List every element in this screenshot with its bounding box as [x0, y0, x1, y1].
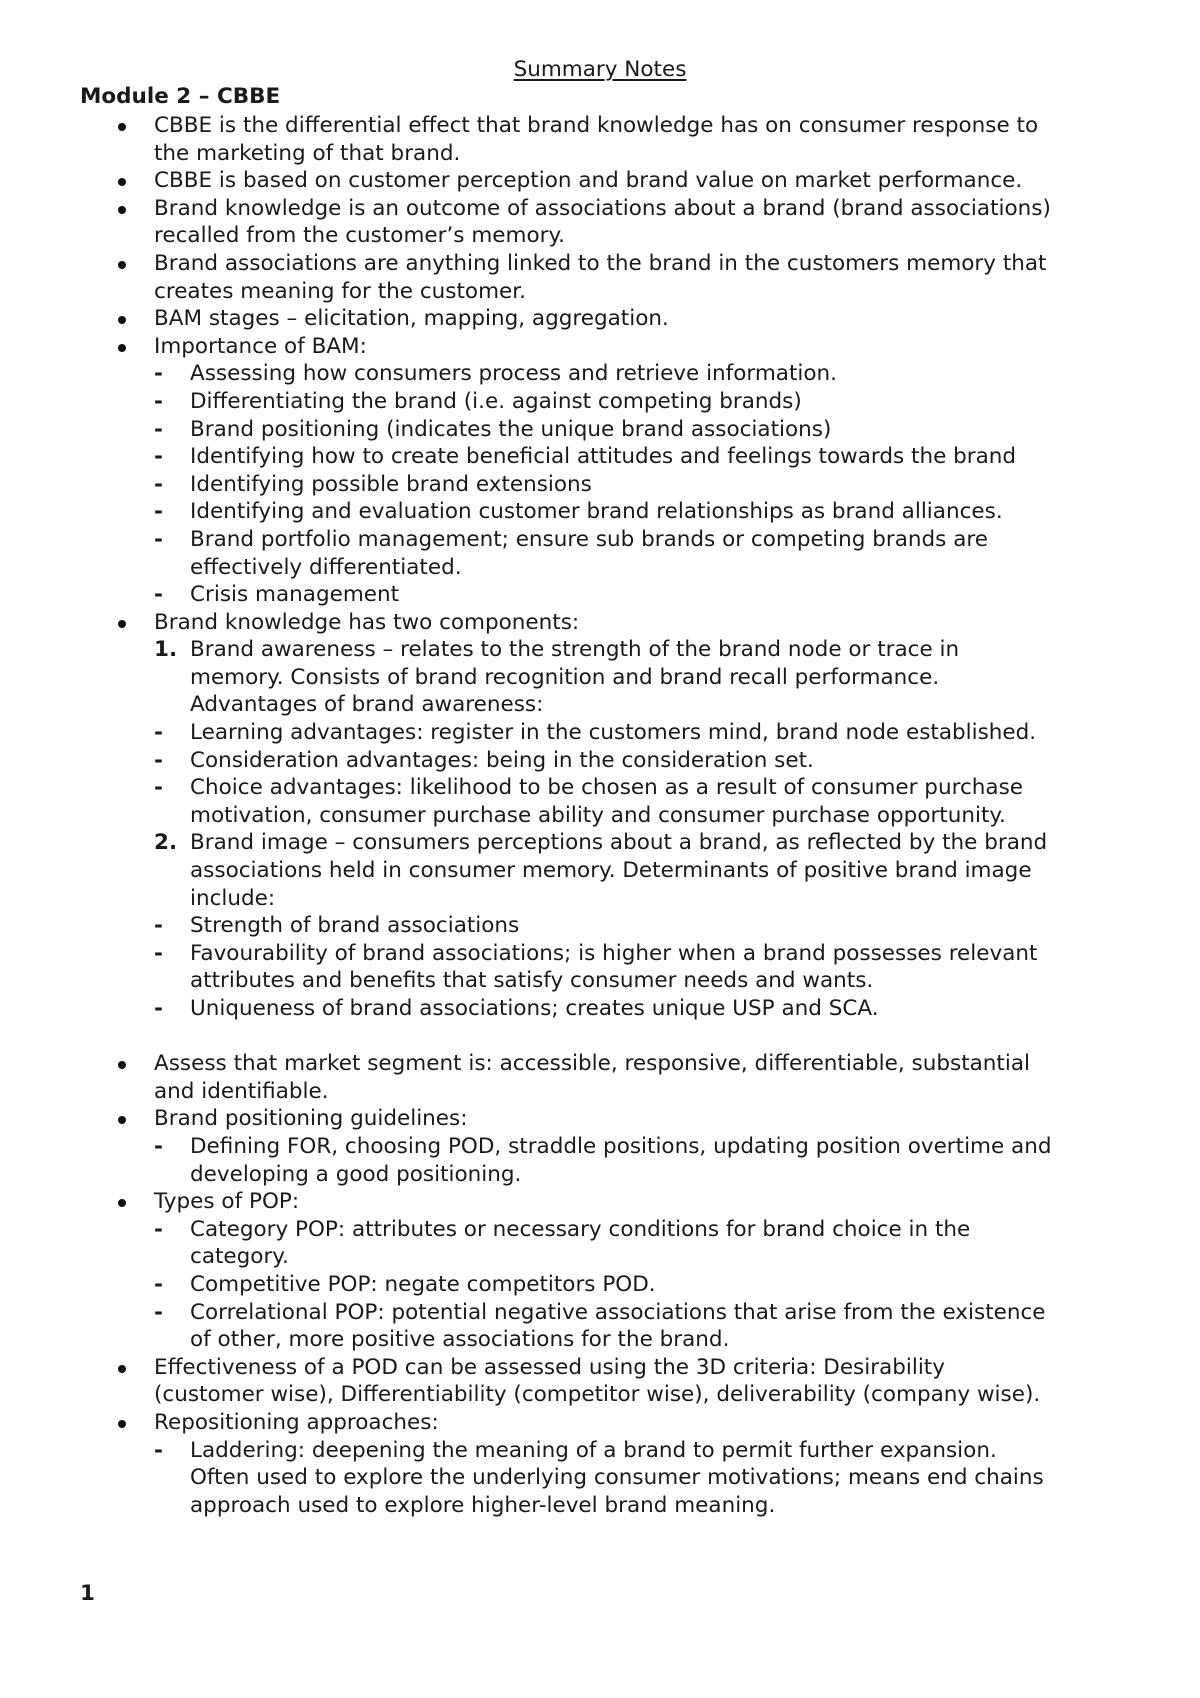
dash-item [80, 1271, 1130, 1299]
dash-marker-icon: - [154, 1271, 163, 1297]
line-text: Consideration advantages: being in the consideration set. [190, 747, 814, 773]
line-text: Types of POP: [154, 1189, 300, 1215]
line-text: motivation, consumer purchase ability and consumer purchase opportunity. [190, 802, 1006, 828]
line-text: Crisis management [190, 582, 400, 608]
item-number: 2. [154, 830, 178, 856]
bullet-dot-icon [118, 206, 126, 214]
line-text: Identifying possible brand extensions [190, 471, 592, 497]
line-text: Strength of brand associations [190, 913, 520, 939]
dash-marker-icon: - [154, 720, 163, 746]
dash-item [80, 581, 1130, 609]
dash-item [80, 747, 1130, 775]
dash-item [80, 388, 1130, 416]
line-text: Assessing how consumers process and retrieve information. [190, 361, 838, 387]
bullet-item [80, 1188, 1130, 1216]
bullet-dot-icon [118, 1061, 126, 1069]
line-text: Importance of BAM: [154, 333, 367, 359]
line-text: Differentiating the brand (i.e. against competing brands) [190, 388, 802, 414]
dash-marker-icon: - [154, 996, 163, 1021]
line-text: effectively differentiated. [190, 554, 462, 580]
dash-item [80, 471, 1130, 499]
line-text: of other, more positive associations for the brand. [190, 1327, 730, 1353]
dash-item [80, 912, 1130, 940]
continuation-line [80, 554, 1130, 582]
line-text: Category POP: attributes or necessary conditions for brand choice in the [190, 1216, 971, 1242]
bullet-item [80, 305, 1130, 333]
line-text: Advantages of brand awareness: [190, 692, 544, 718]
bullet-dot-icon [118, 261, 126, 269]
dash-marker-icon: - [154, 361, 163, 387]
bullet-item [80, 112, 1130, 140]
line-text: attributes and benefits that satisfy consumer needs and wants. [190, 968, 874, 994]
dash-marker-icon: - [154, 1437, 163, 1463]
line-text: category. [190, 1244, 289, 1270]
dash-marker-icon: - [154, 1299, 163, 1325]
continuation-line [80, 278, 1130, 306]
line-text: Defining FOR, choosing POD, straddle positions, updating position overtime and [190, 1133, 1052, 1159]
dash-marker-icon: - [154, 388, 163, 414]
dash-item [80, 995, 1130, 1023]
line-text: creates meaning for the customer. [154, 278, 526, 304]
line-text: Effectiveness of a POD can be assessed using the 3D criteria: Desirability [154, 1354, 945, 1380]
bullet-dot-icon [118, 620, 126, 628]
dash-item [80, 443, 1130, 471]
dash-marker-icon: - [154, 775, 163, 801]
continuation-line [80, 857, 1130, 885]
line-text: BAM stages – elicitation, mapping, aggregation. [154, 306, 669, 332]
blank-line [80, 1023, 1130, 1051]
dash-item [80, 774, 1130, 802]
line-text: Competitive POP: negate competitors POD. [190, 1271, 656, 1297]
dash-item [80, 498, 1130, 526]
dash-marker-icon: - [154, 1216, 163, 1242]
page-number: 1 [80, 1581, 95, 1606]
line-text: Choice advantages: likelihood to be chosen as a result of consumer purchase [190, 775, 1023, 801]
line-text: Laddering: deepening the meaning of a brand to permit further expansion. [190, 1437, 997, 1463]
numbered-item [80, 829, 1130, 857]
continuation-line [80, 664, 1130, 692]
bullet-dot-icon [118, 1420, 126, 1428]
dash-marker-icon: - [154, 444, 163, 470]
line-text: Brand knowledge is an outcome of associations about a brand (brand associations) [154, 195, 1051, 221]
dash-marker-icon: - [154, 526, 163, 552]
dash-item [80, 1299, 1130, 1327]
module-heading: Module 2 – CBBE [80, 84, 281, 109]
continuation-line [80, 967, 1130, 995]
bullet-item [80, 1354, 1130, 1382]
bullet-item [80, 1105, 1130, 1133]
continuation-line [80, 1078, 1130, 1106]
line-text: CBBE is the differential effect that brand knowledge has on consumer response to [154, 113, 1039, 138]
bullet-item [80, 609, 1130, 637]
line-text: associations held in consumer memory. Determinants of positive brand image [190, 858, 1032, 884]
continuation-line [80, 802, 1130, 830]
bullet-item [80, 1050, 1130, 1078]
dash-item [80, 940, 1130, 968]
line-text: and identifiable. [154, 1078, 329, 1104]
line-text: Brand portfolio management; ensure sub brands or competing brands are [190, 526, 988, 552]
continuation-line [80, 1326, 1130, 1354]
line-text: the marketing of that brand. [154, 140, 461, 166]
line-text: Brand positioning guidelines: [154, 1106, 468, 1132]
line-text: Brand image – consumers perceptions about a brand, as reflected by the brand [190, 830, 1048, 856]
line-text: Brand awareness – relates to the strength of the brand node or trace in [190, 637, 960, 663]
line-text: Uniqueness of brand associations; creates unique USP and SCA. [190, 996, 879, 1021]
bullet-item [80, 167, 1130, 195]
continuation-line [80, 222, 1130, 250]
bullet-dot-icon [118, 316, 126, 324]
continuation-line [80, 1161, 1130, 1189]
line-text: Learning advantages: register in the customers mind, brand node established. [190, 720, 1037, 746]
line-text: Identifying and evaluation customer brand relationships as brand alliances. [190, 499, 1003, 525]
dash-marker-icon: - [154, 747, 163, 773]
dash-marker-icon: - [154, 582, 163, 608]
bullet-item [80, 1409, 1130, 1437]
line-text: Assess that market segment is: accessible, responsive, differentiable, substantial [154, 1051, 1030, 1077]
line-text: Identifying how to create beneficial attitudes and feelings towards the brand [190, 444, 1017, 470]
dash-marker-icon: - [154, 940, 163, 966]
line-text: developing a good positioning. [190, 1161, 522, 1187]
line-text: CBBE is based on customer perception and brand value on market performance. [154, 168, 1023, 194]
line-text: Repositioning approaches: [154, 1409, 439, 1435]
continuation-line [80, 1464, 1130, 1492]
dash-marker-icon: - [154, 471, 163, 497]
line-text: Favourability of brand associations; is higher when a brand possesses relevant [190, 940, 1038, 966]
line-text: (customer wise), Differentiability (competitor wise), deliverability (company wise). [154, 1382, 1041, 1408]
bullet-dot-icon [118, 178, 126, 186]
dash-item [80, 416, 1130, 444]
page-title: Summary Notes [513, 57, 687, 82]
dash-item [80, 526, 1130, 554]
line-text: recalled from the customer’s memory. [154, 223, 565, 249]
notes-body [80, 112, 1130, 1519]
bullet-dot-icon [118, 1116, 126, 1124]
bullet-dot-icon [118, 1365, 126, 1373]
line-text: memory. Consists of brand recognition and brand recall performance. [190, 664, 940, 690]
line-text: Often used to explore the underlying consumer motivations; means end chains [190, 1465, 1044, 1491]
continuation-line [80, 691, 1130, 719]
dash-marker-icon: - [154, 499, 163, 525]
dash-item [80, 1216, 1130, 1244]
line-text: Correlational POP: potential negative associations that arise from the existence [190, 1299, 1046, 1325]
dash-item [80, 360, 1130, 388]
line-text: include: [190, 885, 276, 911]
continuation-line [80, 1243, 1130, 1271]
continuation-line [80, 885, 1130, 913]
continuation-line [80, 140, 1130, 168]
continuation-line [80, 1381, 1130, 1409]
dash-marker-icon: - [154, 913, 163, 939]
bullet-dot-icon [118, 1199, 126, 1207]
dash-marker-icon: - [154, 1133, 163, 1159]
numbered-item [80, 636, 1130, 664]
bullet-dot-icon [118, 344, 126, 352]
bullet-item [80, 195, 1130, 223]
bullet-dot-icon [118, 123, 126, 131]
dash-item [80, 1133, 1130, 1161]
dash-item [80, 719, 1130, 747]
bullet-item [80, 250, 1130, 278]
continuation-line [80, 1492, 1130, 1520]
item-number: 1. [154, 637, 178, 663]
line-text: approach used to explore higher-level brand meaning. [190, 1492, 776, 1518]
bullet-item [80, 333, 1130, 361]
dash-marker-icon: - [154, 416, 163, 442]
dash-item [80, 1437, 1130, 1465]
line-text: Brand associations are anything linked to the brand in the customers memory that [154, 250, 1047, 276]
line-text: Brand positioning (indicates the unique brand associations) [190, 416, 832, 442]
line-text: Brand knowledge has two components: [154, 609, 580, 635]
